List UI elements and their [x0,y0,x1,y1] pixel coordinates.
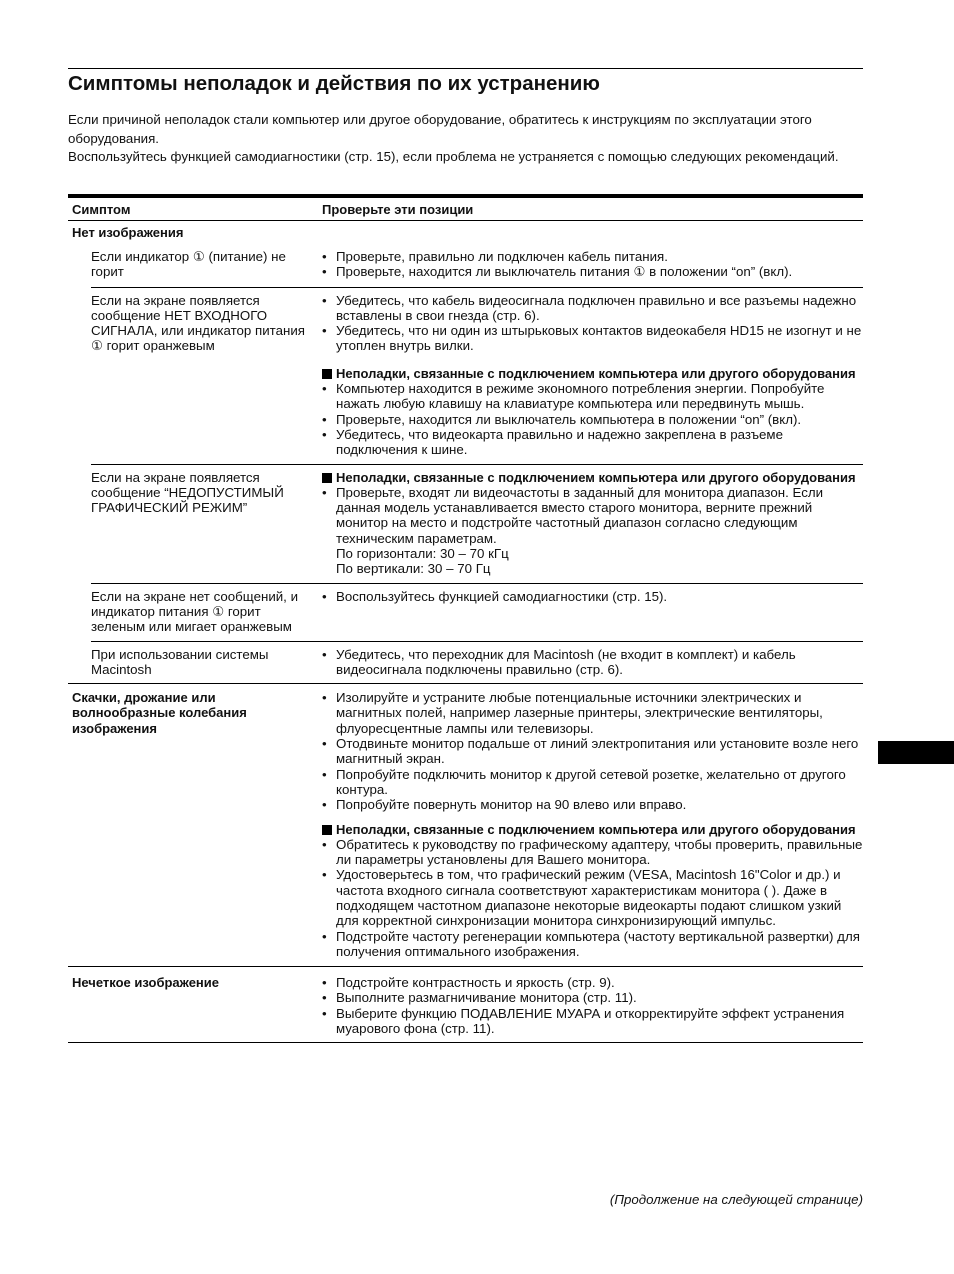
list-item: • Проверьте, находится ли выключатель питания ① в положении “on” (вкл). [316,264,863,279]
page-title: Симптомы неполадок и действия по их устранению [68,72,600,95]
top-rule [68,68,863,69]
category-label: Нечеткое изображение [72,975,220,991]
list-item: • Воспользуйтесь функцией самодиагностики (стр. 15). [316,589,863,604]
intro-paragraph: Если причиной неполадок стали компьютер или другое оборудование, обратитесь к инструкциям по эксплуатации этого оборудования. [68,112,812,146]
category-row [68,683,863,966]
check-cell [316,641,863,684]
list-item: • Убедитесь, что видеокарта правильно и надежно закреплена в разъеме подключения к шине. [316,427,863,458]
check-cell [316,684,863,966]
square-bullet-icon [322,369,332,379]
list-item: • Убедитесь, что кабель видеосигнала подключен правильно и все разъемы надежно вставлены в свои гнезда (стр. 6). [316,293,863,324]
list-item: • Проверьте, входят ли видеочастоты в заданный для монитора диапазон. Если данная модель устанавливается вместо старого монитора, верните прежний монитор на место и подстройте частотный диапазон согласно следующим техническим параметрам. [316,485,863,546]
subsection [316,366,863,458]
frequency-vertical: По вертикали: 30 – 70 Гц [336,561,491,577]
table-row [68,464,863,583]
subsection-title: Неполадки, связанные с подключением компьютера или другого оборудования [316,366,863,381]
category-label: Скачки, дрожание или волнообразные колебания изображения [72,690,247,736]
continued-note: (Продолжение на следующей странице) [609,1192,863,1207]
symptom-cell: Если на экране появляется сообщение НЕТ ВХОДНОГО СИГНАЛА, или индикатор питания ① горит оранжевым [91,287,316,464]
list-item: • Проверьте, находится ли выключатель компьютера в положении “on” (вкл). [316,412,863,427]
list-item: • Обратитесь к руководству по графическому адаптеру, чтобы проверить, правильные ли параметры установлены для Вашего монитора. [316,837,863,868]
intro-paragraph: Воспользуйтесь функцией самодиагностики (стр. 15), если проблема не устраняется с помощью следующих рекомендаций. [68,149,839,164]
symptom-cell: Если на экране нет сообщений, и индикатор питания ① горит зеленым или мигает оранжевым [91,583,316,641]
symptom-cell: Если индикатор ① (питание) не горит [91,249,286,280]
list-item: • Выполните размагничивание монитора (стр. 11). [316,990,863,1005]
check-cell [316,583,863,641]
table-row [68,287,863,464]
check-cell [316,967,863,1042]
symptom-cell: Если на экране появляется сообщение “НЕДОПУСТИМЫЙ ГРАФИЧЕСКИЙ РЕЖИМ” [91,464,316,583]
check-cell [316,246,863,287]
check-cell [316,464,863,583]
list-item: • Проверьте, правильно ли подключен кабель питания. [316,249,863,264]
table-row [68,641,863,684]
intro-text [68,111,868,167]
table-row [68,246,863,287]
troubleshooting-table [68,194,863,1043]
frequency-horizontal: По горизонтали: 30 – 70 кГц [336,546,509,562]
list-item: • Подстройте частоту регенерации компьютера (частоту вертикальной развертки) для получения оптимального изображения. [316,929,863,960]
table-header [68,198,863,221]
column-header-check: Проверьте эти позиции [322,201,474,217]
subsection-title: Неполадки, связанные с подключением компьютера или другого оборудования [316,470,863,485]
list-item: • Подстройте контрастность и яркость (стр. 9). [316,975,863,990]
column-header-symptom: Симптом [72,201,131,217]
category-row [68,221,863,246]
list-item: • Изолируйте и устраните любые потенциальные источники электрических и магнитных полей, например лазерные принтеры, электрические вентиляторы, флуоресцентные лампы или телевизоры. [316,690,863,736]
check-cell [316,287,863,464]
category-label: Нет изображения [72,225,184,240]
table-row [68,583,863,641]
square-bullet-icon [322,825,332,835]
symptom-cell: При использовании системы Macintosh [91,641,316,684]
subsection [316,822,863,960]
list-item: • Попробуйте повернуть монитор на 90 влево или вправо. [316,797,863,812]
list-item: • Компьютер находится в режиме экономного потребления энергии. Попробуйте нажать любую клавишу на клавиатуре компьютера или передвинуть мышь. [316,381,863,412]
list-item: • Удостоверьтесь в том, что графический режим (VESA, Macintosh 16"Color и др.) и частота входного сигнала соответствуют характеристикам монитора ( ). Даже в подходящем частотном диапазоне некоторые видеокарты подают слишком узкий для корректной синхронизации монитора синхронизирующий импульс. [316,867,863,928]
category-row [68,966,863,1042]
section-tab-marker [878,741,954,764]
subsection-title: Неполадки, связанные с подключением компьютера или другого оборудования [316,822,863,837]
list-item: • Попробуйте подключить монитор к другой сетевой розетке, желательно от другого контура. [316,767,863,798]
list-item: • Убедитесь, что переходник для Macintosh (не входит в комплект) и кабель видеосигнала подключены правильно (стр. 6). [316,647,863,678]
list-item: • Убедитесь, что ни один из штырьковых контактов видеокабеля HD15 не изогнут и не утоплен внутрь вилки. [316,323,863,354]
square-bullet-icon [322,473,332,483]
list-item: • Выберите функцию ПОДАВЛЕНИЕ МУАРА и откорректируйте эффект устранения муарового фона (стр. 11). [316,1006,863,1037]
list-item: • Отодвиньте монитор подальше от линий электропитания или установите возле него магнитный экран. [316,736,863,767]
table-bottom-rule [68,1042,863,1043]
